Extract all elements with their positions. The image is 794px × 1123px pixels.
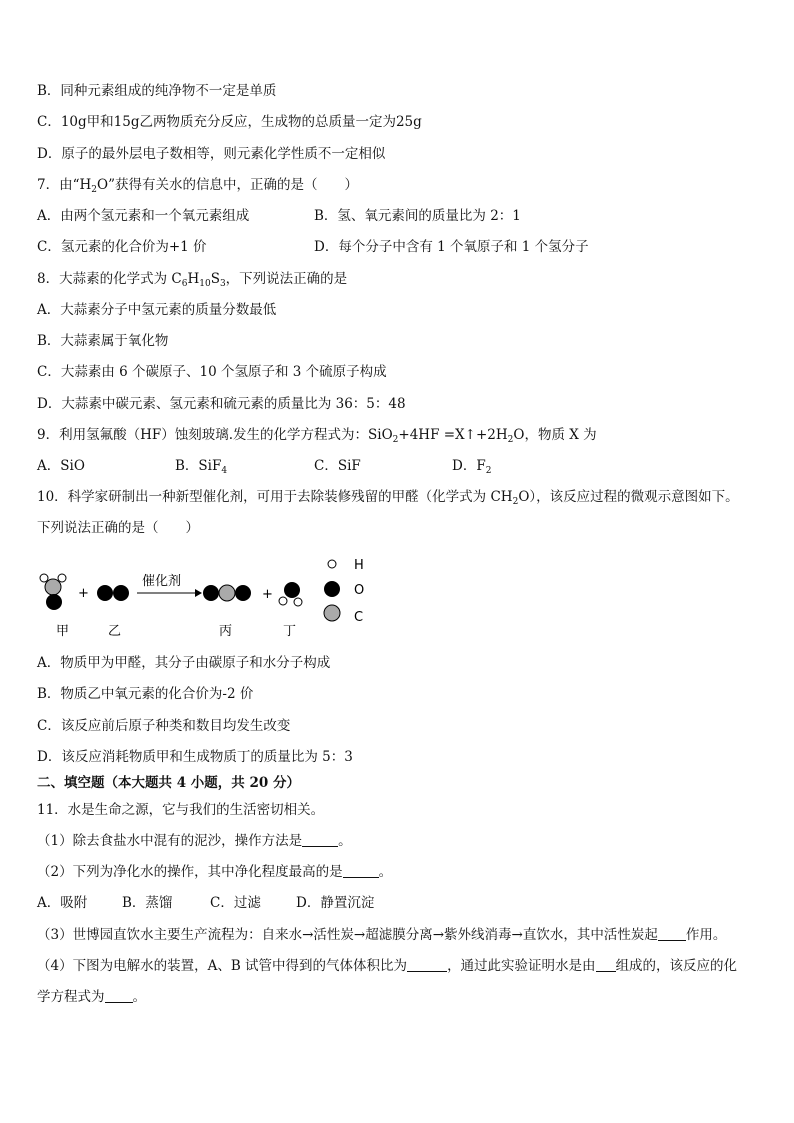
q6-option-c: C．10g甲和15g乙两物质充分反应，生成物的总质量一定为25g	[37, 114, 422, 130]
label-bing: 丙	[219, 624, 233, 639]
q8-option-a: A．大蒜素分子中氢元素的质量分数最低	[37, 302, 277, 318]
q11-part-3: （3）世博园直饮水主要生产流程为：自来水→活性炭→超滤膜分离→紫外线消毒→直饮水，其中活性炭起 作用。	[37, 927, 727, 943]
q11-2-option-a: A．吸附	[37, 895, 88, 911]
q7-stem: 7．由“$H_2O$”获得有关水的信息中，正确的是（ ）	[37, 177, 358, 195]
legend-c-icon	[324, 605, 340, 621]
o-atom	[113, 585, 129, 601]
q11-part-4-line2: 学方程式为 。	[37, 989, 146, 1005]
q6-option-b: B．同种元素组成的纯净物不一定是单质	[37, 83, 277, 99]
legend-h-label: H	[354, 558, 364, 573]
o-atom	[46, 594, 62, 610]
molecule-bing	[203, 585, 251, 601]
q11-2-option-b: B．蒸馏	[122, 895, 173, 911]
q7-option-c: C．氢元素的化合价为+1 价	[37, 239, 207, 255]
answer-blank[interactable]	[105, 990, 133, 1003]
arrow-head-icon	[195, 589, 202, 597]
q8-option-c: C．大蒜素由 6 个碳原子、10 个氢原子和 3 个硫原子构成	[37, 364, 387, 380]
q10-option-c: C．该反应前后原子种类和数目均发生改变	[37, 718, 291, 734]
h-atom	[279, 597, 287, 605]
c-atom	[219, 585, 235, 601]
answer-blank[interactable]	[302, 834, 338, 847]
q11-stem: 11．水是生命之源，它与我们的生活密切相关。	[37, 802, 325, 818]
q11-2-option-d: D．静置沉淀	[296, 895, 375, 911]
q11-part-4: （4）下图为电解水的装置，A、B 试管中得到的气体体积比为 ，通过此实验证明水是由 组成的，该反应的化	[37, 958, 738, 974]
o-atom	[235, 585, 251, 601]
label-yi: 乙	[108, 624, 122, 639]
legend-c-label: C	[354, 610, 364, 625]
h-atom	[58, 574, 66, 582]
q7-option-b: B．氢、氧元素间的质量比为 2：1	[314, 208, 521, 224]
molecule-yi	[97, 585, 129, 601]
label-jia: 甲	[56, 624, 70, 639]
answer-blank[interactable]	[343, 865, 379, 878]
answer-blank[interactable]	[596, 959, 616, 972]
q9-option-a: A．SiO	[37, 458, 85, 474]
q10-stem-line2: 下列说法正确的是（ ）	[37, 520, 199, 536]
h-atom	[294, 598, 302, 606]
plus-sign: +	[78, 586, 89, 601]
o-atom	[203, 585, 219, 601]
q11-part-2: （2）下列为净化水的操作，其中净化程度最高的是 。	[37, 864, 393, 880]
o-atom	[97, 585, 113, 601]
q10-option-b: B．物质乙中氧元素的化合价为-2 价	[37, 686, 254, 702]
atom-legend	[324, 558, 364, 625]
c-atom	[45, 579, 61, 595]
legend-o-label: O	[354, 583, 365, 598]
q10-stem: 10．科学家研制出一种新型催化剂，可用于去除装修残留的甲醛（化学式为 $CH_2O$），该反应过程的微观示意图如下。	[37, 489, 739, 507]
q10-option-a: A．物质甲为甲醛，其分子由碳原子和水分子构成	[37, 655, 331, 671]
q7-option-a: A．由两个氢元素和一个氧元素组成	[37, 208, 250, 224]
q6-option-d: D．原子的最外层电子数相等，则元素化学性质不一定相似	[37, 146, 386, 162]
q9-option-c: C．SiF	[314, 458, 361, 474]
q8-option-b: B．大蒜素属于氧化物	[37, 333, 169, 349]
answer-blank[interactable]	[658, 928, 686, 941]
answer-blank[interactable]	[407, 959, 447, 972]
label-ding: 丁	[283, 624, 297, 639]
catalyst-label: 催化剂	[142, 574, 182, 589]
reaction-diagram	[30, 555, 390, 643]
q9-option-d: D．$F_2$	[452, 458, 492, 476]
q7-option-d: D．每个分子中含有 1 个氧原子和 1 个氢分子	[314, 239, 589, 255]
q9-stem: 9．利用氢氟酸（HF）蚀刻玻璃.发生的化学方程式为：$SiO_2+4HF =X↑+2H_2O$，物质 X 为	[37, 427, 597, 445]
plus-sign: +	[262, 587, 273, 602]
q11-2-option-c: C．过滤	[210, 895, 261, 911]
q9-option-b: B．SiF$_4$	[175, 458, 228, 476]
h-atom	[40, 574, 48, 582]
molecule-ding	[279, 582, 302, 606]
molecule-jia	[40, 574, 66, 610]
q8-stem: 8．大蒜素的化学式为 $C_6H_{10}S_3$，下列说法正确的是	[37, 271, 348, 289]
o-atom	[284, 582, 300, 598]
q10-option-d: D．该反应消耗物质甲和生成物质丁的质量比为 5：3	[37, 749, 353, 765]
q8-option-d: D．大蒜素中碳元素、氢元素和硫元素的质量比为 36：5：48	[37, 396, 406, 412]
legend-o-icon	[324, 581, 340, 597]
q11-part-1: （1）除去食盐水中混有的泥沙，操作方法是 。	[37, 833, 352, 849]
section-2-heading: 二、填空题（本大题共 4 小题，共 20 分）	[37, 775, 300, 791]
legend-h-icon	[328, 560, 336, 568]
